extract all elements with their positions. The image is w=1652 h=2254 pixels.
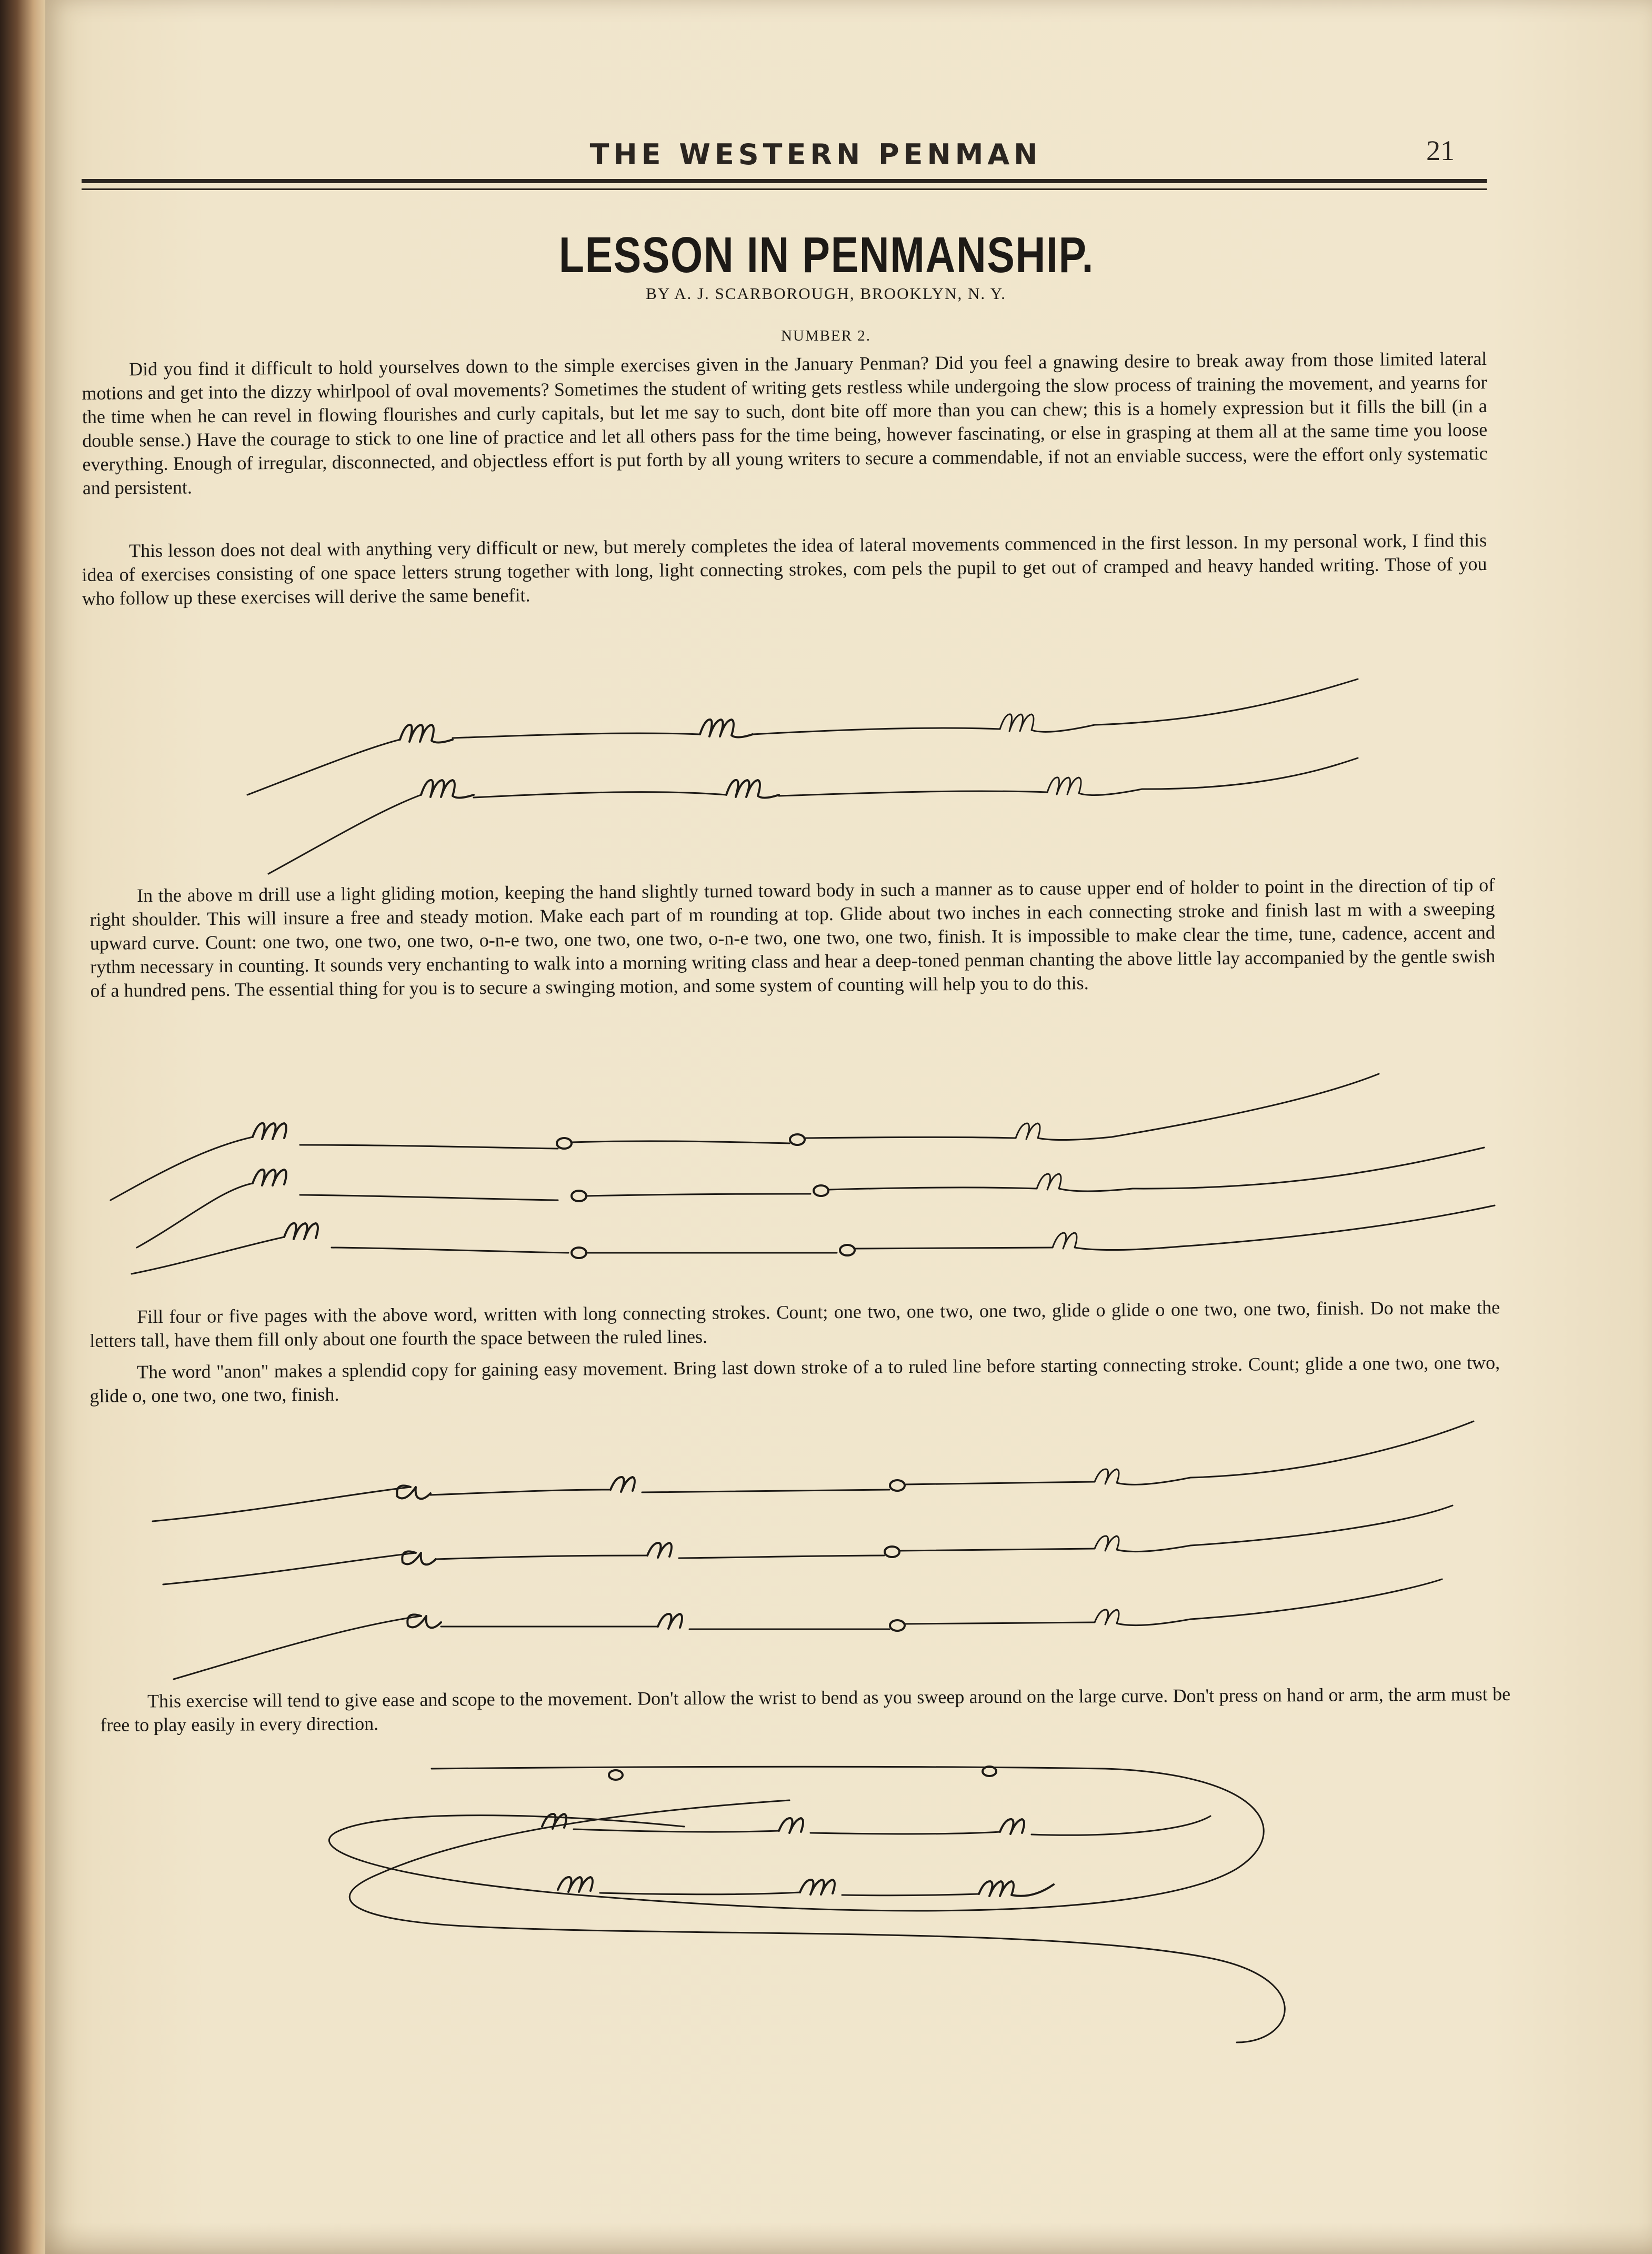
paragraph-word-drill: Fill four or five pages with the above word, written with long connecting strokes. Count; one two, one two, one two, glide o glide o one two, one two, finish. Do not make the letters tall, have them fill only about one fourth the space between the ruled lines. bbox=[89, 1296, 1500, 1351]
flourish-strokes bbox=[329, 1767, 1285, 2042]
running-head: THE WESTERN PENMAN bbox=[589, 138, 1042, 171]
article-title: LESSON IN PENMANSHIP. bbox=[558, 227, 1095, 283]
paragraph-m-drill: In the above m drill use a light gliding motion, keeping the hand slightly turned toward body in such a manner as to cause upper end of holder to point in the direction of tip of right shoulder. This will insure a free and steady motion. Make each part of m rounding at top. Glide about two inches in each connecting stroke and finish last m with a sweeping upward curve. Count: one two, one two, one two, o-n-e two, one two, one two, o-n-e two, one two, one two, finish. It is impossible to make clear the time, tune, cadence, accent and rythm necessary in counting. It sounds very enchanting to walk into a morning writing class and hear a deep-toned penman chanting the above little lay accompanied by the gentle swish of a hundred pens. The essential thing for you is to secure a swinging motion, and some system of counting will help you to do this. bbox=[89, 874, 1496, 1001]
article-byline: BY A. J. SCARBOROUGH, BROOKLYN, N. Y. bbox=[646, 284, 1006, 303]
lesson-number: NUMBER 2. bbox=[780, 327, 872, 344]
paragraph-anon: The word "anon" makes a splendid copy for gaining easy movement. Bring last down stroke of a to ruled line before starting connecting stroke. Count; glide a one two, one two, glide o, one two, one two, finish. bbox=[89, 1352, 1500, 1407]
page-number: 21 bbox=[1426, 135, 1455, 166]
paragraph-intro: Did you find it difficult to hold yourselves down to the simple exercises given in the January Penman? Did you feel a gnawing desire to break away from those limited lateral motions and get into the dizzy whirlpool of oval movements? Sometimes the student of writing gets restless while undergoing the slow process of training the movement, and yearns for the time when he can revel in flowing flourishes and curly capitals, but let me say to such, dont bite off more than you can chew; this is a homely expression but it fills the bill (in a double sense.) Have the courage to stick to one line of practice and let all others pass for the time being, however fascinating, or else in grasping at them all at the same time you loose everything. Enough of irregular, disconnected, and objectless effort is put forth by all young writers to secure a commendable, if not an enviable success, were the effort only systematic and persistent. bbox=[82, 348, 1488, 498]
paragraph-lesson-scope: This lesson does not deal with anything very difficult or new, but merely completes the idea of lateral movements commenced in the first lesson. In my personal work, I find this idea of exercises consisting of one space letters strung together with long, light connecting strokes, com pels the pupil to get out of cramped and heavy handed writing. Those of you who follow up these exercises will derive the same benefit. bbox=[82, 530, 1487, 609]
paragraph-flourish: This exercise will tend to give ease and scope to the movement. Don't allow the wrist to bend as you sweep around on the large curve. Don't press on hand or arm, the arm must be free to play easily in every direction. bbox=[100, 1683, 1511, 1736]
